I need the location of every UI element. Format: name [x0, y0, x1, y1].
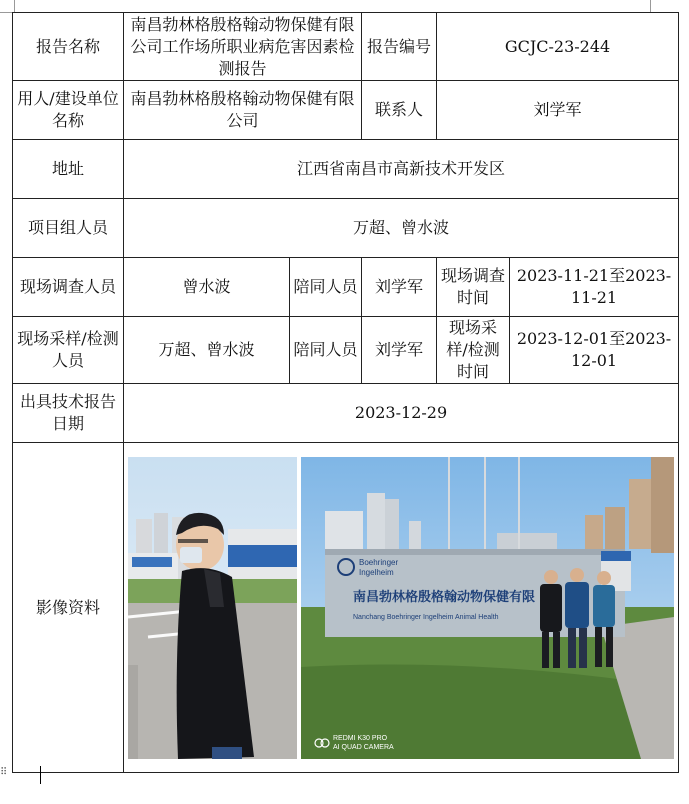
row-address [13, 140, 679, 199]
row-images [13, 443, 679, 773]
row-sampling [13, 317, 679, 384]
sign-english-name: Nanchang Boehringer Ingelheim Animal Health [353, 613, 499, 621]
survey-companion-label: 陪同人员 [290, 258, 362, 317]
contact-value: 刘学军 [437, 81, 679, 140]
report-name-label: 报告名称 [13, 13, 124, 81]
site-photo-sign [301, 457, 674, 759]
survey-time-label: 现场调查时间 [437, 258, 510, 317]
issue-date-value: 2023-12-29 [124, 384, 679, 443]
site-photo-person-image [128, 457, 297, 759]
sampling-time-value: 2023-12-01至2023-12-01 [510, 317, 679, 384]
row-report-name [13, 13, 679, 81]
site-photo-person [128, 457, 297, 759]
camera-watermark-line2: AI QUAD CAMERA [333, 743, 394, 751]
sampling-companion-value: 刘学军 [362, 317, 437, 384]
row-employer [13, 81, 679, 140]
text-cursor [40, 766, 41, 784]
survey-companion-value: 刘学军 [362, 258, 437, 317]
issue-date-label: 出具技术报告日期 [13, 384, 124, 443]
row-survey [13, 258, 679, 317]
paragraph-mark-icon: ⠿ [0, 767, 7, 778]
sign-brand-line1: Boehringer [359, 557, 399, 567]
row-issue-date [13, 384, 679, 443]
address-label: 地址 [13, 140, 124, 199]
employer-label: 用人/建设单位名称 [13, 81, 124, 140]
sampling-time-label: 现场采样/检测时间 [437, 317, 510, 384]
team-label: 项目组人员 [13, 199, 124, 258]
contact-label: 联系人 [362, 81, 437, 140]
sampling-companion-label: 陪同人员 [290, 317, 362, 384]
sign-brand-line2: Ingelheim [359, 567, 394, 577]
survey-label: 现场调查人员 [13, 258, 124, 317]
row-team [13, 199, 679, 258]
report-name-value: 南昌勃林格殷格翰动物保健有限公司工作场所职业病危害因素检测报告 [124, 13, 362, 81]
sampling-value: 万超、曾水波 [124, 317, 290, 384]
sign-chinese-name: 南昌勃林格殷格翰动物保健有限 [353, 589, 536, 605]
address-value: 江西省南昌市高新技术开发区 [124, 140, 679, 199]
report-number-value: GCJC-23-244 [437, 13, 679, 81]
team-value: 万超、曾水波 [124, 199, 679, 258]
sampling-label: 现场采样/检测人员 [13, 317, 124, 384]
report-number-label: 报告编号 [362, 13, 437, 81]
images-label: 影像资料 [13, 443, 124, 773]
employer-value: 南昌勃林格殷格翰动物保健有限公司 [124, 81, 362, 140]
survey-time-value: 2023-11-21至2023-11-21 [510, 258, 679, 317]
site-photo-sign-image [301, 457, 674, 759]
camera-watermark-line1: REDMI K30 PRO [333, 734, 388, 742]
survey-value: 曾水波 [124, 258, 290, 317]
images-cell [124, 443, 679, 773]
report-info-table [12, 12, 679, 773]
